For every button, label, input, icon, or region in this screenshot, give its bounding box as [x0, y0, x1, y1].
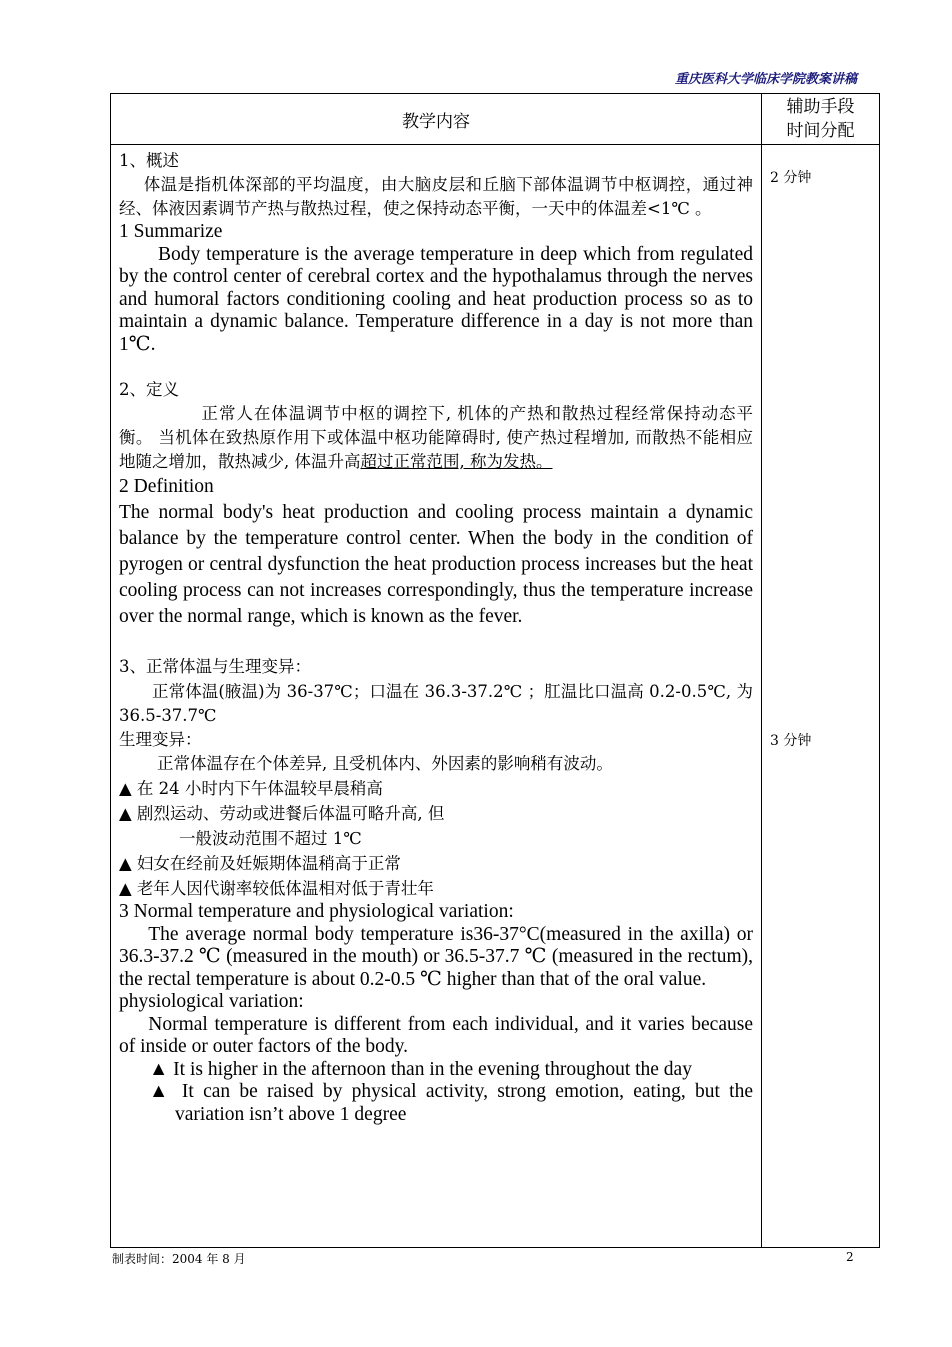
spacer: [119, 356, 753, 378]
list-item: [119, 826, 753, 851]
section2-en-text: The normal body's heat production and cooling process maintain a dynamic balance by the temperature control center. When the body in the condition of pyrogen or central dysfunction the heat production process increases but the heat cooling process can not increases correspondingly, thus the temperature increase over the normal range, which is known as the fever.: [119, 502, 753, 627]
list-item: ▲ 老年人因代谢率较低体温相对低于青壮年: [119, 879, 434, 898]
section2-en-heading: 2 Definition: [119, 476, 214, 497]
table-content-row: [111, 145, 880, 1248]
list-item: ▲ It is higher in the afternoon than in the evening throughout the day: [149, 1058, 692, 1080]
table-header-row: [111, 94, 880, 145]
section2-zh-text-plain: 正常人在体温调节中枢的调控下, 机体的产热和散热过程经常保持动态平衡。 当机体在致热原作用下或体温中枢功能障碍时, 使产热过程增加, 而散热不能相应地随之增加，散热减少, 体温升高: [119, 404, 753, 471]
header-content-label: 教学内容: [402, 111, 470, 132]
section3-en-sub-text: Normal temperature is different from each individual, and it varies because of inside or outer factors of the body.: [119, 1013, 753, 1057]
page-header-title: 重庆医科大学临床学院教案讲稿: [674, 72, 857, 87]
side-cell: [762, 145, 880, 1248]
section3-zh-sub-text: 正常体温存在个体差异, 且受机体内、外因素的影响稍有波动。: [156, 754, 613, 773]
section3-zh-sub-heading: 生理变异：: [119, 730, 202, 749]
section3-en-text: The average normal body temperature is36-37°C(measured in the axilla) or 36.3-37.2 ℃ (measured in the mouth) or 36.5-37.7 ℃ (measured in the rectum), the rectal temperature is about 0.2-0.5 ℃ higher than that of the oral value.: [119, 923, 753, 990]
section1-en-heading: 1 Summarize: [119, 221, 223, 242]
header-side-cell: [762, 94, 880, 145]
spacer: [119, 630, 753, 654]
header-content-cell: [111, 94, 762, 145]
list-item: ▲ 剧烈运动、劳动或进餐后体温可略升高, 但: [119, 804, 445, 823]
lesson-table: [110, 93, 880, 1248]
list-item: ▲ 妇女在经前及妊娠期体温稍高于正常: [119, 854, 401, 873]
time-allocation-2: 3 分钟: [770, 733, 812, 749]
section3-en-heading: 3 Normal temperature and physiological variation:: [119, 901, 514, 922]
time-allocation-1: 2 分钟: [770, 170, 812, 186]
list-item-continuation: 一般波动范围不超过 1℃: [179, 829, 362, 848]
list-item: ▲ 在 24 小时内下午体温较早晨稍高: [119, 779, 383, 798]
list-item: ▲ It can be raised by physical activity, strong emotion, eating, but the variation isn’t above 1 degree: [149, 1081, 753, 1125]
page-number: 2: [846, 1250, 854, 1264]
section3-en-sub-heading: physiological variation:: [119, 991, 304, 1012]
section1-en-text: Body temperature is the average temperature in deep which from regulated by the control center of cerebral cortex and the hypothalamus through the nerves and humoral factors conditioning cooling and heat production process so as to maintain a dynamic balance. Temperature difference in a day is not more than 1℃.: [119, 243, 753, 355]
section3-zh-bullets: [119, 776, 753, 901]
section2-zh-text-underlined: 超过正常范围, 称为发热。: [360, 452, 553, 471]
section3-zh-text: 正常体温(腋温)为 36-37℃；口温在 36.3-37.2℃ ；肛温比口温高 0.2-0.5℃, 为 36.5-37.7℃: [119, 682, 753, 725]
section2-zh-heading: 2、定义: [119, 380, 179, 399]
section1-zh-text: 体温是指机体深部的平均温度，由大脑皮层和丘脑下部体温调节中枢调控，通过神经、体液因素调节产热与散热过程，使之保持动态平衡，一天中的体温差<1℃ 。: [119, 175, 753, 218]
header-side-label-2: 时间分配: [786, 121, 855, 141]
footer-date: 制表时间：2004 年 8 月: [112, 1252, 246, 1266]
section2-zh-text: [119, 402, 753, 474]
section1-zh-heading: 1、概述: [119, 151, 179, 170]
content-cell: [111, 145, 762, 1248]
header-side-label-1: 辅助手段: [786, 97, 855, 117]
section3-zh-heading: 3、正常体温与生理变异：: [119, 657, 311, 676]
